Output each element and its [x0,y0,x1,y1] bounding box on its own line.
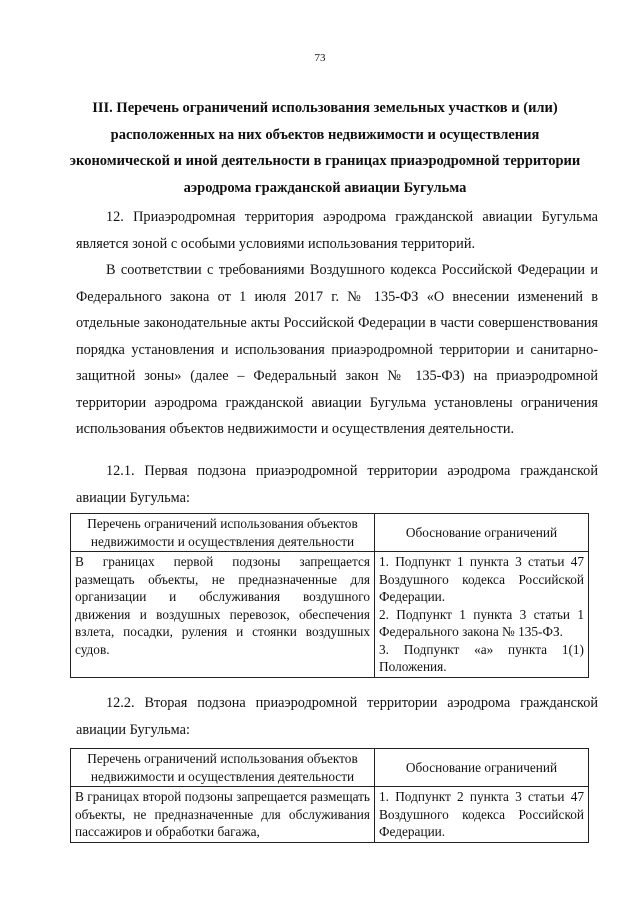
paragraph-12: 12. Приаэродромная территория аэродрома гражданской авиации Бугульма является зоной с особыми условиями использования территорий. [76,209,598,252]
table-header-row [71,514,589,552]
basis-item: 1. Подпункт 1 пункта 3 статьи 47 Воздушного кодекса Российской Федерации. [379,554,584,604]
restriction-text: В границах второй подзоны запрещается размещать объекты, не предназначенные для обслуживания пассажиров и обработки багажа, [71,787,375,843]
table-row [71,787,589,843]
header-basis: Обоснование ограничений [375,749,589,787]
header-restrictions: Перечень ограничений использования объектов недвижимости и осуществления деятельности [71,749,375,787]
basis-cell [375,552,589,678]
table-row [71,552,589,678]
heading-line: III. Перечень ограничений использования земельных участков и (или) [92,100,558,116]
paragraph-accordance: В соответствии с требованиями Воздушного кодекса Российской Федерации и Федерального закона от 1 июля 2017 г. № 135-ФЗ «О внесении изменений в отдельные законодательные акты Российской Федерации в части совершенствования порядка установления и использования приаэродромной территории и санитарно-защитной зоны» (далее – Федеральный закон № 135-ФЗ) на приаэродромной территории аэродрома гражданской авиации Бугульма установлены ограничения использования объектов недвижимости и осуществления деятельности. [76,262,598,437]
basis-item: 3. Подпункт «а» пункта 1(1) Положения. [379,641,584,674]
basis-item: 2. Подпункт 1 пункта 3 статьи 1 Федерального закона № 135-ФЗ. [379,606,584,639]
paragraph-12-2: 12.2. Вторая подзона приаэродромной территории аэродрома гражданской авиации Бугульма: [76,695,598,738]
subzone-2-table [70,748,589,843]
heading-line: экономической и иной деятельности в границах приаэродромной территории [69,153,581,169]
header-basis: Обоснование ограничений [375,514,589,552]
restriction-text: В границах первой подзоны запрещается размещать объекты, не предназначенные для организации и обслуживания воздушного движения и воздушных перевозок, обеспечения взлета, посадки, руления и стоянки воздушных судов. [71,552,375,678]
paragraph-12-1: 12.1. Первая подзона приаэродромной территории аэродрома гражданской авиации Бугульма: [76,463,598,506]
basis-item: 1. Подпункт 2 пункта 3 статьи 47 Воздушного кодекса Российской Федерации. [379,789,584,839]
page-number: 73 [314,52,326,64]
section-heading [60,95,590,201]
heading-line: расположенных на них объектов недвижимости и осуществления [110,126,540,143]
subzone-1-table [70,513,589,678]
heading-line: аэродрома гражданской авиации Бугульма [183,179,467,196]
basis-cell [375,787,589,843]
table-header-row [71,749,589,787]
header-restrictions: Перечень ограничений использования объектов недвижимости и осуществления деятельности [71,514,375,552]
